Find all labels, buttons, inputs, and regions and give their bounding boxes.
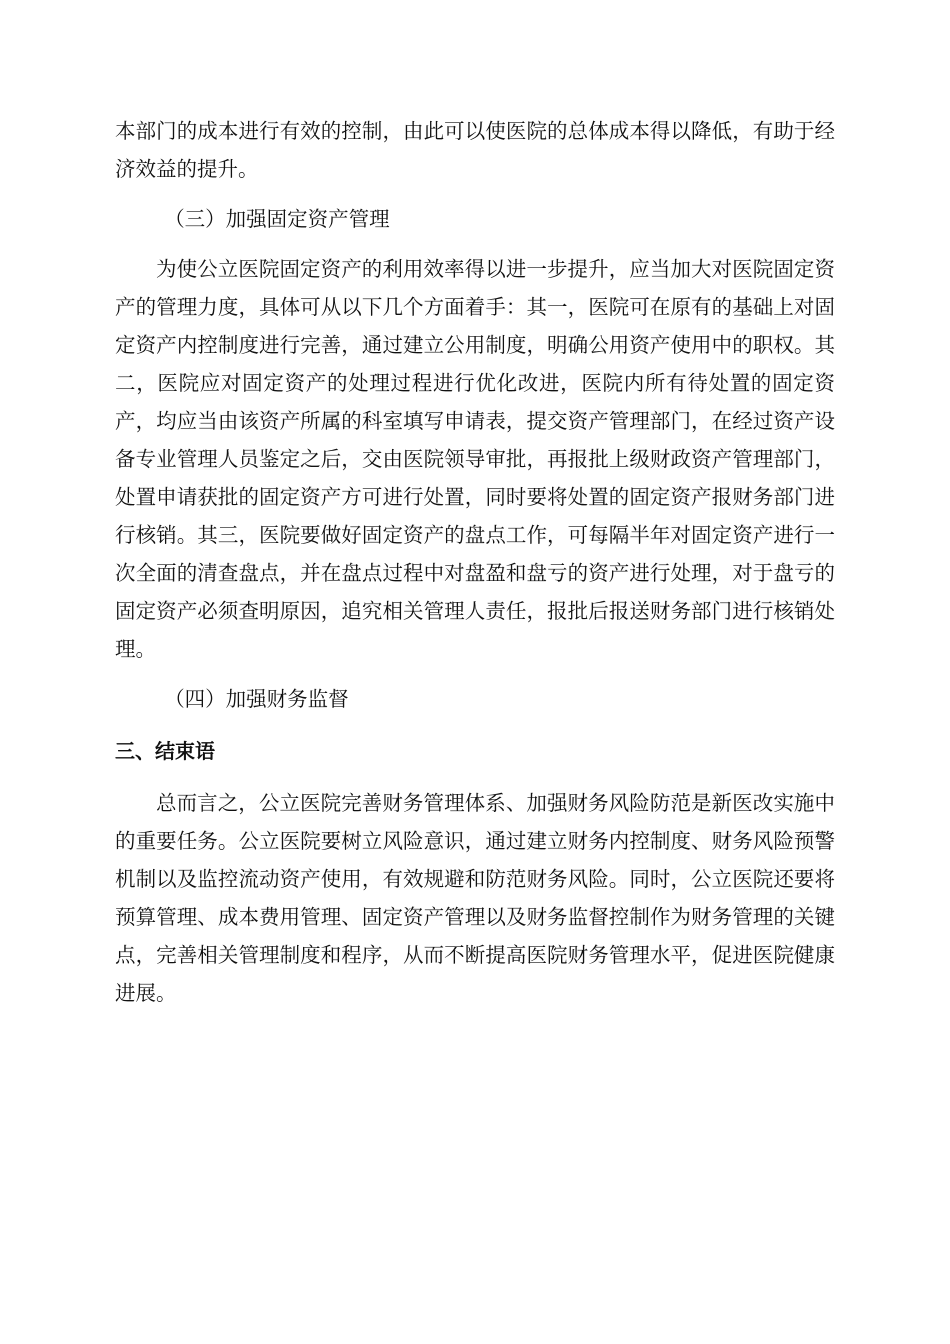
paragraph-conclusion: 总而言之，公立医院完善财务管理体系、加强财务风险防范是新医改实施中的重要任务。公立医院要树立风险意识，通过建立财务内控制度、财务风险预警机制以及监控流动资产使用，有效规避和防范财务风险。同时，公立医院还要将预算管理、成本费用管理、固定资产管理以及财务监督控制作为财务管理的关键点，完善相关管理制度和程序，从而不断提高医院财务管理水平，促进医院健康进展。	[115, 791, 835, 1005]
paragraph-continuation: 本部门的成本进行有效的控制，由此可以使医院的总体成本得以降低，有助于经济效益的提升。	[115, 119, 835, 181]
subheading-fixed-assets: （三）加强固定资产管理	[164, 207, 390, 231]
subheading-financial-supervision: （四）加强财务监督	[164, 687, 349, 711]
section-heading-conclusion: 三、结束语	[115, 739, 215, 763]
paragraph-fixed-assets: 为使公立医院固定资产的利用效率得以进一步提升，应当加大对医院固定资产的管理力度，具体可从以下几个方面着手：其一，医院可在原有的基础上对固定资产内控制度进行完善，通过建立公用制度，明确公用资产使用中的职权。其二，医院应对固定资产的处理过程进行优化改进，医院内所有待处置的固定资产，均应当由该资产所属的科室填写申请表，提交资产管理部门，在经过资产设备专业管理人员鉴定之后，交由医院领导审批，再报批上级财政资产管理部门，处置申请获批的固定资产方可进行处置，同时要将处置的固定资产报财务部门进行核销。其三，医院要做好固定资产的盘点工作，可每隔半年对固定资产进行一次全面的清查盘点，并在盘点过程中对盘盈和盘亏的资产进行处理，对于盘亏的固定资产必须查明原因，追究相关管理人责任，报批后报送财务部门进行核销处理。	[115, 257, 835, 661]
document-body	[115, 112, 835, 1012]
